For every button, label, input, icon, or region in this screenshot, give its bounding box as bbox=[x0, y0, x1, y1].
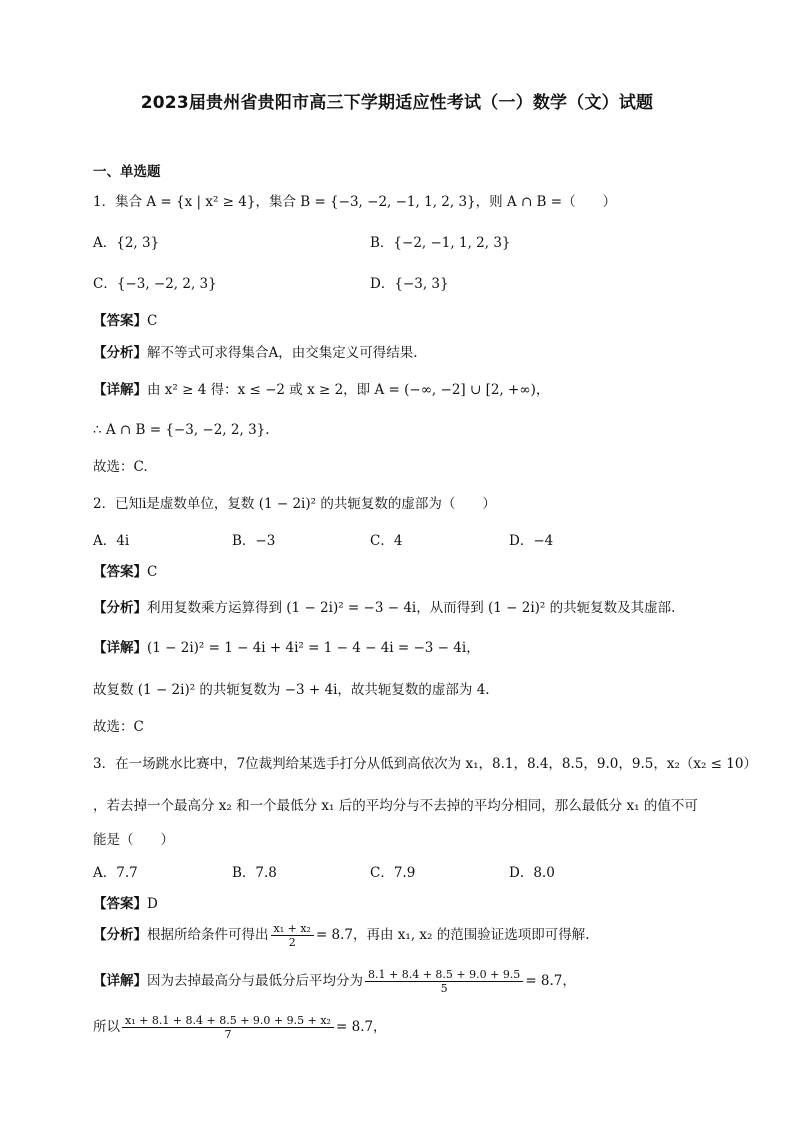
q2-option-a: A．4i bbox=[93, 533, 130, 549]
page-title: 2023届贵州省贵阳市高三下学期适应性考试（一）数学（文）试题 bbox=[140, 93, 654, 113]
q2-conclusion: 故选：C bbox=[93, 719, 144, 735]
analysis-text: 利用复数乘方运算得到 (1 − 2i)² = −3 − 4i，从而得到 (1 − 2i)² 的共轭复数及其虚部. bbox=[147, 600, 676, 616]
q1-option-c: C．{−3, −2, 2, 3} bbox=[93, 276, 217, 292]
detail-text-pre: 因为去掉最高分与最低分后平均分为 bbox=[147, 973, 363, 989]
q2-analysis bbox=[93, 598, 675, 618]
q1-analysis bbox=[93, 343, 418, 363]
fraction-denominator: 7 bbox=[224, 1028, 232, 1041]
q1-stem: 1．集合 A = {x | x² ≥ 4}，集合 B = {−3, −2, −1, 1, 2, 3}，则 A ∩ B =（ ） bbox=[93, 194, 617, 210]
detail-text: (1 − 2i)² = 1 − 4i + 4i² = 1 − 4 − 4i = −3 − 4i， bbox=[147, 640, 480, 656]
detail-fraction bbox=[365, 968, 523, 995]
q2-option-c: C．4 bbox=[370, 533, 403, 549]
q3-option-d: D．8.0 bbox=[509, 865, 555, 881]
q3-stem-line-1: 3．在一场跳水比赛中，7位裁判给某选手打分从低到高依次为 x₁，8.1，8.4，8.5，9.0，9.5，x₂（x₂ ≤ 10） bbox=[93, 756, 757, 772]
analysis-text-post: = 8.7，再由 x₁, x₂ 的范围验证选项即可得解. bbox=[315, 927, 590, 943]
q1-option-a: A．{2, 3} bbox=[93, 235, 160, 251]
detail-tag: 【详解】 bbox=[93, 382, 147, 398]
q1-answer bbox=[93, 311, 157, 331]
answer-value: C bbox=[147, 564, 158, 580]
q3-stem-line-3: 能是（ ） bbox=[93, 832, 174, 848]
analysis-tag: 【分析】 bbox=[93, 345, 147, 361]
analysis-text-pre: 根据所给条件可得出 bbox=[147, 927, 269, 943]
q2-answer bbox=[93, 562, 157, 582]
answer-value: D bbox=[147, 896, 158, 912]
answer-tag: 【答案】 bbox=[93, 564, 147, 580]
fraction-numerator: x₁ + 8.1 + 8.4 + 8.5 + 9.0 + 9.5 + x₂ bbox=[122, 1014, 334, 1028]
q3-stem-line-2: ，若去掉一个最高分 x₂ 和一个最低分 x₁ 后的平均分与不去掉的平均分相同，那么最低分 x₁ 的值不可 bbox=[93, 798, 698, 814]
detail-text-pre: 所以 bbox=[93, 1019, 120, 1035]
q3-option-c: C．7.9 bbox=[370, 865, 416, 881]
fraction-denominator: 2 bbox=[288, 936, 296, 949]
q2-stem: 2．已知i是虚数单位，复数 (1 − 2i)² 的共轭复数的虚部为（ ） bbox=[93, 496, 496, 512]
q3-option-b: B．7.8 bbox=[232, 865, 277, 881]
q2-detail-line-2: 故复数 (1 − 2i)² 的共轭复数为 −3 + 4i，故共轭复数的虚部为 4. bbox=[93, 682, 490, 698]
answer-tag: 【答案】 bbox=[93, 896, 147, 912]
analysis-tag: 【分析】 bbox=[93, 927, 147, 943]
q1-option-b: B．{−2, −1, 1, 2, 3} bbox=[370, 235, 511, 251]
detail-text-post: = 8.7， bbox=[525, 973, 576, 989]
q3-analysis bbox=[93, 922, 590, 949]
q3-detail bbox=[93, 968, 576, 995]
q1-option-d: D．{−3, 3} bbox=[370, 276, 449, 292]
q1-detail-line-2: ∴ A ∩ B = {−3, −2, 2, 3}. bbox=[93, 422, 270, 438]
q2-detail bbox=[93, 638, 480, 658]
fraction-numerator: x₁ + x₂ bbox=[271, 922, 314, 936]
q3-option-a: A．7.7 bbox=[93, 865, 138, 881]
analysis-fraction bbox=[271, 922, 314, 949]
detail-tag: 【详解】 bbox=[93, 973, 147, 989]
q1-detail bbox=[93, 380, 549, 400]
q1-conclusion: 故选：C. bbox=[93, 459, 148, 475]
q3-detail-line-2 bbox=[93, 1014, 387, 1041]
analysis-text: 解不等式可求得集合A，由交集定义可得结果. bbox=[147, 345, 418, 361]
q2-option-d: D．−4 bbox=[509, 533, 554, 549]
detail-tag: 【详解】 bbox=[93, 640, 147, 656]
answer-tag: 【答案】 bbox=[93, 313, 147, 329]
detail-text: 由 x² ≥ 4 得：x ≤ −2 或 x ≥ 2，即 A = (−∞, −2] ∪ [2, +∞)， bbox=[147, 382, 550, 398]
answer-value: C bbox=[147, 313, 158, 329]
q3-answer bbox=[93, 894, 158, 914]
detail-fraction bbox=[122, 1014, 334, 1041]
analysis-tag: 【分析】 bbox=[93, 600, 147, 616]
fraction-numerator: 8.1 + 8.4 + 8.5 + 9.0 + 9.5 bbox=[365, 968, 523, 982]
fraction-denominator: 5 bbox=[440, 982, 448, 995]
detail-text-post: = 8.7， bbox=[335, 1019, 387, 1035]
section-heading: 一、单选题 bbox=[93, 164, 161, 180]
q2-option-b: B．−3 bbox=[232, 533, 276, 549]
